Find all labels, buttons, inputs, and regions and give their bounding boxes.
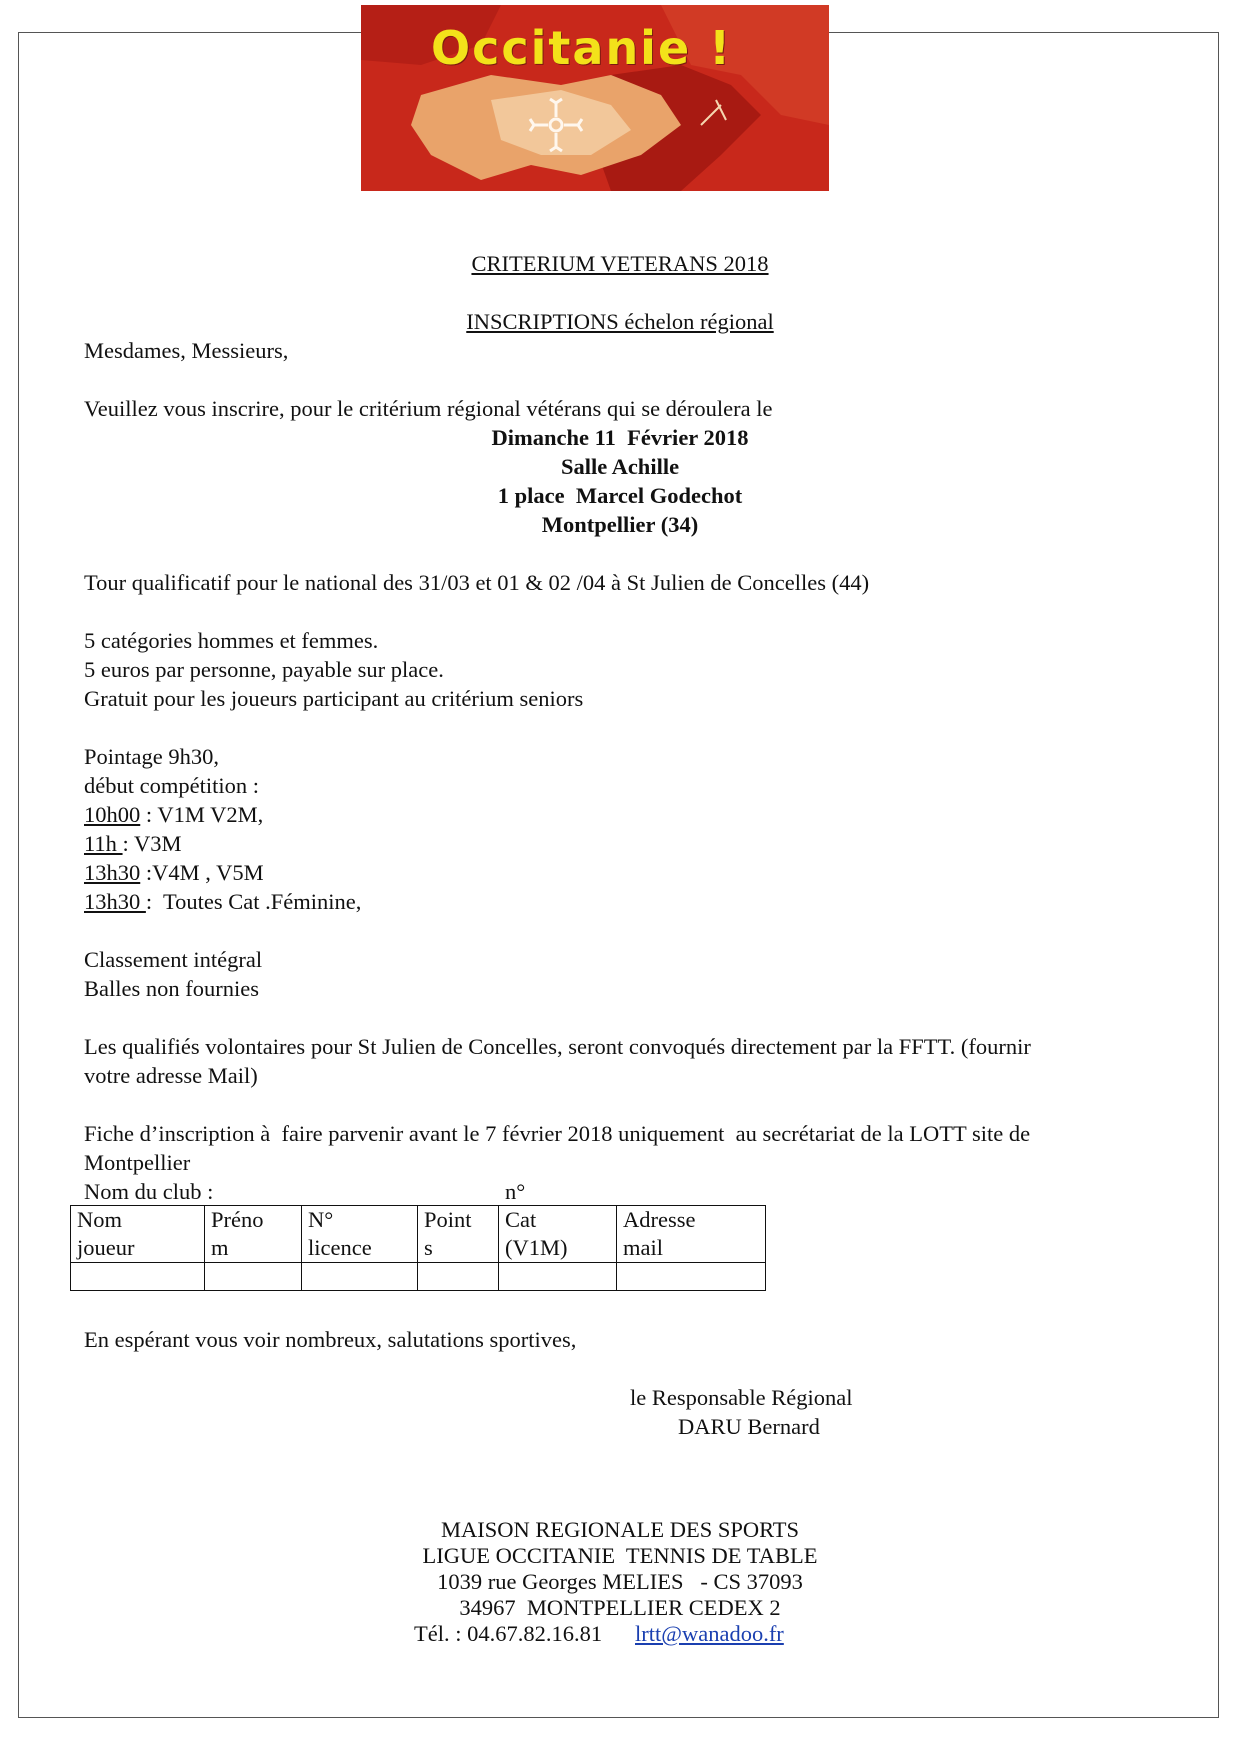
qualification-text: Tour qualificatif pour le national des 31/03 et 01 & 02 /04 à St Julien de Concelles (44) [84,570,870,595]
event-venue: Salle Achille [560,454,680,479]
header-cell: N° licence [302,1206,418,1263]
event-date: Dimanche 11 Février 2018 [491,425,749,450]
input-cell-nom[interactable] [71,1263,205,1291]
input-cell-cat[interactable] [499,1263,617,1291]
header-cell: Point s [418,1206,499,1263]
intro-text: Veuillez vous inscrire, pour le critérium régional vétérans qui se déroulera le [84,396,773,421]
convocation-text: votre adresse Mail) [84,1063,258,1088]
signature-role: le Responsable Régional [630,1385,853,1410]
signature-name: DARU Bernard [678,1414,820,1439]
footer-line: 34967 MONTPELLIER CEDEX 2 [459,1595,781,1620]
table-row [71,1263,766,1291]
input-cell-mail[interactable] [617,1263,766,1291]
footer-email-link[interactable] [635,1619,784,1648]
schedule-categories: : V1M V2M, [140,802,264,827]
occitanie-banner-logo [361,5,829,191]
header-cell: Adresse mail [617,1206,766,1263]
fiche-text: Fiche d’inscription à faire parvenir avant le 7 février 2018 uniquement au secrétariat de la LOTT site de [84,1121,1031,1146]
input-cell-points[interactable] [418,1263,499,1291]
footer-line: 1039 rue Georges MELIES - CS 37093 [437,1569,803,1594]
footer-phone: Tél. : 04.67.82.16.81 [414,1621,603,1646]
schedule-row [84,858,264,887]
fiche-text: Montpellier [84,1150,191,1175]
club-name-label: Nom du club : [84,1179,214,1204]
schedule-time: 13h30 [84,860,141,885]
schedule-row [84,800,263,829]
schedule-row [84,887,361,916]
event-address: 1 place Marcel Godechot [497,483,743,508]
input-cell-licence[interactable] [302,1263,418,1291]
schedule-categories: : V3M [122,831,182,856]
info-line: 5 catégories hommes et femmes. [84,628,379,653]
logo-text: Occitanie ! [431,21,733,75]
schedule-row [84,829,182,858]
info-line: 5 euros par personne, payable sur place. [84,657,444,682]
club-number-label: n° [505,1179,526,1204]
input-cell-prenom[interactable] [205,1263,302,1291]
rule-line: Classement intégral [84,947,263,972]
info-line: Gratuit pour les joueurs participant au critérium seniors [84,686,584,711]
greeting: Mesdames, Messieurs, [84,338,289,363]
schedule-pointage: Pointage 9h30, [84,744,219,769]
event-city: Montpellier (34) [541,512,699,537]
closing-text: En espérant vous voir nombreux, salutations sportives, [84,1327,577,1352]
footer-line: LIGUE OCCITANIE TENNIS DE TABLE [422,1543,818,1568]
convocation-text: Les qualifiés volontaires pour St Julien de Concelles, seront convoqués directement par la FFTT. (fournir [84,1034,1031,1059]
header-cell: Préno m [205,1206,302,1263]
rule-line: Balles non fournies [84,976,259,1001]
schedule-start: début compétition : [84,773,259,798]
schedule-categories: : Toutes Cat .Féminine, [145,889,362,914]
table-header-row [71,1206,766,1263]
schedule-time: 13h30 [84,889,146,914]
document-title: CRITERIUM VETERANS 2018 [471,251,769,276]
footer-email[interactable]: lrtt@wanadoo.fr [635,1621,784,1646]
document-subtitle: INSCRIPTIONS échelon régional [466,309,774,334]
footer-line: MAISON REGIONALE DES SPORTS [440,1517,800,1542]
schedule-time: 10h00 [84,802,141,827]
header-cell: Nom joueur [71,1206,205,1263]
schedule-categories: :V4M , V5M [140,860,264,885]
registration-form-table [70,1205,766,1291]
schedule-time: 11h [84,831,123,856]
header-cell: Cat (V1M) [499,1206,617,1263]
